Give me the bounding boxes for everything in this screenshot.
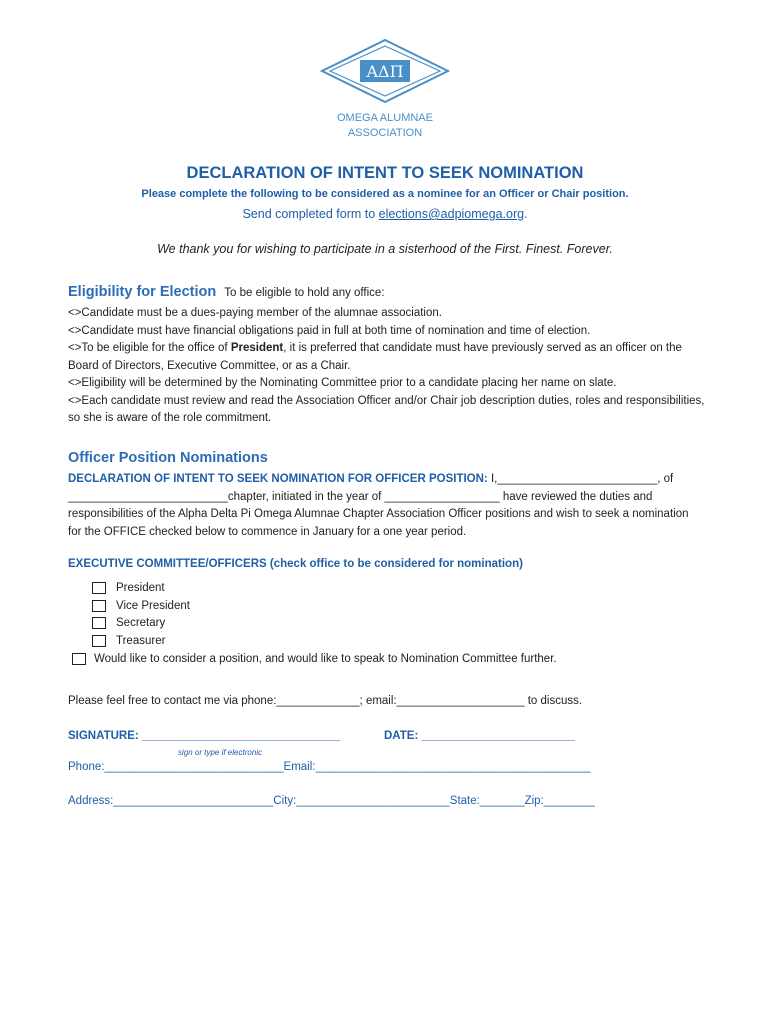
phone-email-fields[interactable]: Phone:____________________________Email:___________________________________________ bbox=[68, 761, 591, 773]
eligibility-list bbox=[68, 305, 708, 428]
declaration-bold: DECLARATION OF INTENT TO SEEK NOMINATION FOR OFFICER POSITION: bbox=[68, 473, 488, 485]
president-emphasis: President bbox=[230, 342, 284, 354]
eligibility-item bbox=[68, 340, 708, 375]
option-label: Vice President bbox=[116, 600, 190, 613]
send-suffix: . bbox=[524, 207, 528, 221]
declaration-paragraph bbox=[68, 471, 703, 541]
address-fields[interactable]: Address:_________________________City:________________________State:_______Zip:________ bbox=[68, 795, 595, 807]
eligibility-item: <>Eligibility will be determined by the Nominating Committee prior to a candidate placing her name on slate. bbox=[68, 377, 617, 389]
contact-line[interactable]: Please feel free to contact me via phone:_____________; email:____________________ to discuss. bbox=[68, 695, 583, 707]
option-president[interactable] bbox=[92, 582, 165, 594]
eligibility-heading-text: Eligibility for Election bbox=[68, 284, 217, 300]
checkbox[interactable] bbox=[92, 635, 106, 647]
eligibility-item-text: <>To be eligible for the office of bbox=[68, 342, 231, 354]
option-label: Would like to consider a position, and would like to speak to Nomination Committee further. bbox=[94, 653, 557, 666]
date-field[interactable]: DATE: ________________________ bbox=[384, 730, 575, 742]
option-treasurer[interactable] bbox=[92, 635, 165, 647]
eligibility-heading bbox=[68, 284, 385, 300]
form-subtitle: Please complete the following to be considered as a nominee for an Officer or Chair position. bbox=[141, 188, 629, 200]
logo-line-1: OMEGA ALUMNAE bbox=[337, 112, 433, 124]
svg-text:ΑΔΠ: ΑΔΠ bbox=[366, 62, 404, 81]
eligibility-intro: To be eligible to hold any office: bbox=[224, 287, 385, 299]
signature-field[interactable]: SIGNATURE: _______________________________ bbox=[68, 730, 341, 742]
checkbox[interactable] bbox=[72, 653, 86, 665]
option-vice-president[interactable] bbox=[92, 600, 190, 612]
send-instructions bbox=[0, 207, 770, 221]
eligibility-item: <>Each candidate must review and read the Association Officer and/or Chair job description duties, roles and responsibilities, so she is aware of the role commitment. bbox=[68, 394, 705, 424]
adpi-logo bbox=[320, 38, 450, 104]
exec-committee-heading: EXECUTIVE COMMITTEE/OFFICERS (check office to be considered for nomination) bbox=[68, 558, 523, 570]
logo-line-2: ASSOCIATION bbox=[347, 127, 423, 139]
option-secretary[interactable] bbox=[92, 617, 165, 629]
thank-you-note: We thank you for wishing to participate in a sisterhood of the First. Finest. Forever. bbox=[157, 242, 613, 256]
option-speak-further[interactable] bbox=[72, 653, 557, 665]
eligibility-item: <>Candidate must be a dues-paying member of the alumnae association. bbox=[68, 307, 442, 319]
form-title: DECLARATION OF INTENT TO SEEK NOMINATION bbox=[186, 164, 584, 182]
elections-email-link[interactable]: elections@adpiomega.org bbox=[378, 207, 525, 221]
checkbox[interactable] bbox=[92, 600, 106, 612]
option-label: Treasurer bbox=[116, 635, 166, 648]
checkbox[interactable] bbox=[92, 617, 106, 629]
option-label: Secretary bbox=[116, 617, 166, 630]
declaration-text: I,_________________________, of _________________________chapter, initiated in the year of __________________ have reviewed the duties and responsibilities of the Alpha Delta Pi Omega Alumnae Chapter Association Officer positions and wish to seek a nomination for the OFFICE checked below to commence in January for a one year period. bbox=[68, 473, 689, 538]
option-label: President bbox=[116, 582, 165, 595]
eligibility-item: <>Candidate must have financial obligations paid in full at both time of nomination and time of election. bbox=[68, 324, 591, 337]
checkbox[interactable] bbox=[92, 582, 106, 594]
send-prefix: Send completed form to bbox=[242, 207, 379, 221]
signature-hint: sign or type if electronic bbox=[178, 748, 263, 757]
officer-heading: Officer Position Nominations bbox=[68, 450, 268, 466]
eligibility-item-text: , it is preferred that candidate must have previously served as an officer on the Board of Directors, Executive Committee, or as a Chair. bbox=[68, 342, 682, 372]
